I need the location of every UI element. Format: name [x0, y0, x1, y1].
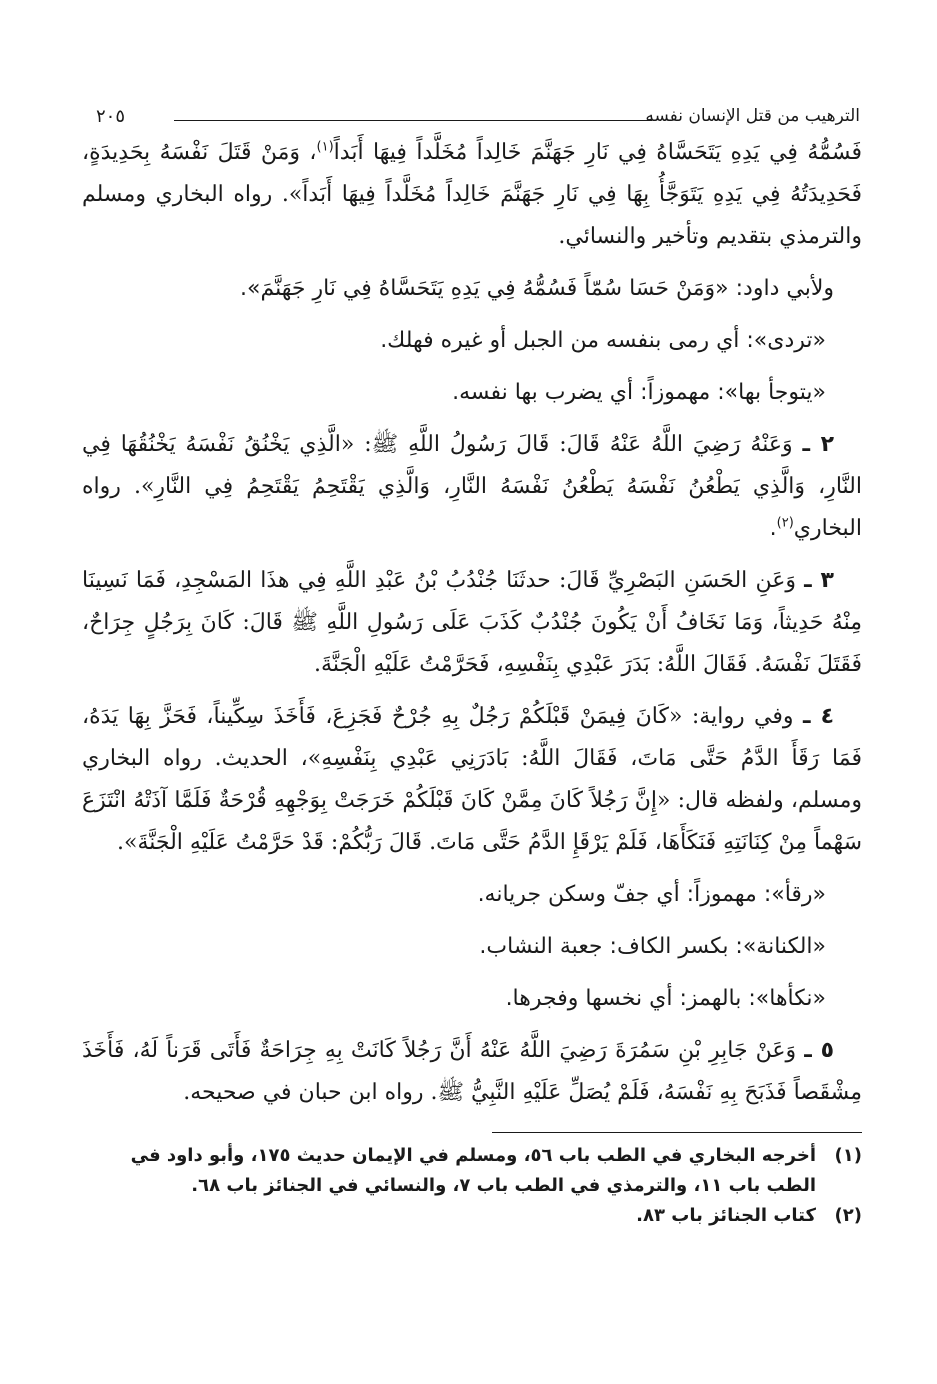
gloss-nakaaha: «نكأها»: بالهمز: أي نخسها وفجرها.	[505, 986, 826, 1011]
paragraph-hadith-2	[82, 424, 862, 550]
paragraph-hadith-1-end	[82, 132, 862, 258]
gloss-taradda: «تردى»: أي رمى بنفسه من الجبل أو غيره فهلك.	[380, 328, 826, 353]
running-header	[82, 92, 862, 132]
hadith-3-text: وَعَنِ الحَسَنِ البَصْرِيِّ قَالَ: حدثَنَا جُنْدُبُ بْنُ عَبْدِ اللَّهِ فِي هذَا المَسْجِدِ، فَمَا نَسِينَا مِنْهُ حَدِيثاً، وَمَا نَخَافُ أَنْ يَكُونَ جُنْدُبٌ كَذَبَ عَلَى رَسُولِ اللَّهِ ﷺ قَالَ: كَانَ بِرَجُلٍ جِرَاحٌ، فَقَتَلَ نَفْسَهُ. فَقَالَ اللَّهُ: بَدَرَ عَبْدِي بِنَفْسِهِ، فَحَرَّمْتُ عَلَيْهِ الْجَنَّةَ.	[82, 568, 862, 677]
paragraph-hadith-3	[82, 560, 862, 686]
footnote-ref-2: (٢)	[776, 515, 794, 531]
gloss-yatawajja: «يتوجأ بها»: مهموزاً: أي يضرب بها نفسه.	[452, 380, 826, 405]
hadith-2-end: .	[769, 516, 777, 541]
hadith-1-text-cont: ، وَمَنْ قَتَلَ نَفْسَهُ بِحَدِيدَةٍ، فَحَدِيدَتُهُ فِي يَدِهِ يَتَوَجَّأُ بِهَا فِي نَارِ جَهَنَّمَ خَالِداً مُخَلَّداً فِيهَا أَبَداً». رواه البخاري ومسلم والترمذي بتقديم وتأخير والنسائي.	[82, 140, 862, 249]
footnote-1	[82, 1141, 862, 1201]
paragraph-abu-dawud: ولأبي داود: «وَمَنْ حَسَا سُمّاً فَسُمُّهُ فِي يَدِهِ يَتَحَسَّاهُ فِي نَارِ جَهَنَّمَ».	[240, 276, 834, 301]
footnote-2	[82, 1201, 862, 1231]
page-number: ٢٠٥	[96, 106, 126, 127]
footnote-1-text: أخرجه البخاري في الطب باب ٥٦، ومسلم في الإيمان حديث ١٧٥، وأبو داود في الطب باب ١١، والترمذي في الطب باب ٧، والنسائي في الجنائز باب ٦٨.	[130, 1145, 816, 1196]
footnote-ref-1: (١)	[316, 139, 334, 155]
hadith-5-text: وَعَنْ جَابِرِ بْنِ سَمُرَةَ رَضِيَ اللَّهُ عَنْهُ أَنَّ رَجُلاً كَانَتْ بِهِ جِرَاحَةٌ فَأَتَى قَرَناً لَهُ، فَأَخَذَ مِشْقَصاً فَذَبَحَ بِهِ نَفْسَهُ، فَلَمْ يُصَلِّ عَلَيْهِ النَّبِيُّ ﷺ. رواه ابن حبان في صحيحه.	[82, 1038, 862, 1105]
footnote-2-number: (٢)	[834, 1205, 862, 1226]
hadith-1-text: فَسُمُّهُ فِي يَدِهِ يَتَحَسَّاهُ فِي نَارِ جَهَنَّمَ خَالِداً مُخَلَّداً فِيهَا أَبَداً	[333, 140, 862, 165]
hadith-2-number: ٢ ـ	[802, 432, 834, 457]
header-rule	[174, 120, 652, 121]
hadith-5-number: ٥ ـ	[804, 1038, 834, 1063]
body-text	[82, 132, 862, 1114]
footnote-rule	[492, 1132, 862, 1133]
hadith-4-number: ٤ ـ	[802, 704, 834, 729]
paragraph-hadith-5	[82, 1030, 862, 1114]
hadith-2-text: وَعَنْهُ رَضِيَ اللَّهُ عَنْهُ قَالَ: قَالَ رَسُولُ اللَّهِ ﷺ: «الَّذِي يَخْنُقُ نَفْسَهُ يَخْنُقُهَا فِي النَّارِ، وَالَّذِي يَطْعُنُ نَفْسَهُ يَطْعُنُ نَفْسَهُ النَّارِ، وَالَّذِي يَقْتَحِمُ يَقْتَحِمُ فِي النَّارِ». رواه البخاري	[82, 432, 862, 541]
footnotes	[82, 1141, 862, 1231]
hadith-4-text: وفي رواية: «كَانَ فِيمَنْ قَبْلَكُمْ رَجُلٌ بِهِ جُرْحٌ فَجَزِعَ، فَأَخَذَ سِكِّيناً، فَحَزَّ بِهَا يَدَهُ، فَمَا رَقَأَ الدَّمُ حَتَّى مَاتَ، فَقَالَ اللَّهُ: بَادَرَنِي عَبْدِي بِنَفْسِهِ»، الحديث. رواه البخاري ومسلم، ولفظه قال: «إِنَّ رَجُلاً كَانَ مِمَّنْ كَانَ قَبْلَكُمْ خَرَجَتْ بِوَجْهِهِ قُرْحَةٌ فَلَمَّا آذَتْهُ انْتَزَعَ سَهْماً مِنْ كِنَانَتِهِ فَنَكَأَهَا، فَلَمْ يَرْقَإِ الدَّمُ حَتَّى مَاتَ. قَالَ رَبُّكُمْ: قَدْ حَرَّمْتُ عَلَيْهِ الْجَنَّةَ».	[82, 704, 862, 855]
hadith-3-number: ٣ ـ	[804, 568, 834, 593]
footnote-2-text: كتاب الجنائز باب ٨٣.	[636, 1205, 816, 1226]
footnote-1-number: (١)	[834, 1145, 862, 1166]
paragraph-hadith-4	[82, 696, 862, 864]
book-page	[82, 92, 862, 1362]
gloss-kinana: «الكنانة»: بكسر الكاف: جعبة النشاب.	[479, 934, 826, 959]
running-title: الترهيب من قتل الإنسان نفسه	[645, 106, 860, 126]
gloss-raqa: «رقأ»: مهموزاً: أي جفّ وسكن جريانه.	[477, 882, 826, 907]
